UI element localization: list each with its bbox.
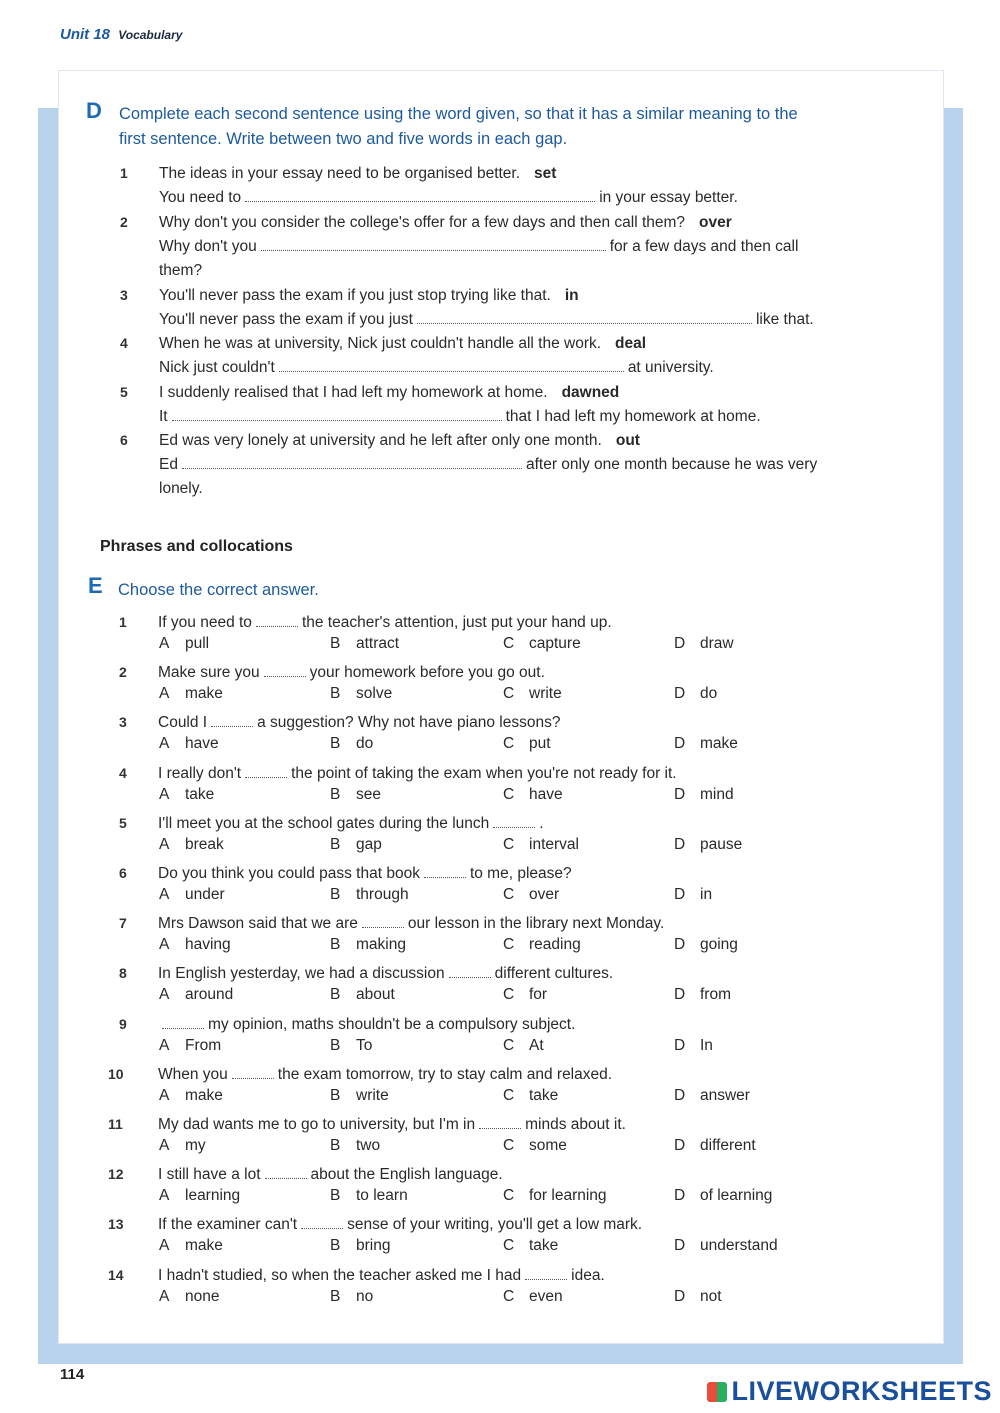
- answer-option-b[interactable]: [330, 635, 399, 653]
- original-sentence: I suddenly realised that I had left my homework at home.: [159, 384, 548, 401]
- question-stem: [158, 962, 878, 986]
- answer-option-c[interactable]: [503, 1288, 563, 1306]
- key-word: dawned: [561, 384, 620, 401]
- stem-before: I still have a lot: [158, 1166, 261, 1183]
- question-stem: [158, 711, 878, 735]
- option-text: two: [356, 1137, 381, 1154]
- option-text: not: [700, 1288, 722, 1305]
- option-letter: A: [159, 735, 170, 752]
- answer-option-a[interactable]: [159, 1187, 240, 1205]
- answer-option-c[interactable]: [503, 986, 547, 1004]
- answer-option-c[interactable]: [503, 786, 563, 804]
- question-number: 10: [108, 1066, 124, 1082]
- option-text: having: [185, 936, 231, 953]
- section-e-instruction: Choose the correct answer.: [118, 581, 319, 599]
- option-letter: A: [159, 886, 170, 903]
- answer-option-b[interactable]: [330, 786, 381, 804]
- sentence-lead: Ed: [159, 456, 178, 473]
- answer-option-b[interactable]: [330, 1037, 372, 1055]
- option-letter: C: [503, 685, 515, 702]
- sentence-tail: like that.: [755, 311, 814, 328]
- stem-before: My dad wants me to go to university, but I'm in: [158, 1116, 476, 1133]
- option-text: to learn: [356, 1187, 408, 1204]
- option-text: answer: [700, 1087, 750, 1104]
- answer-option-a[interactable]: [159, 1037, 221, 1055]
- question-number: 9: [119, 1016, 127, 1032]
- answer-gap: [162, 1016, 204, 1029]
- key-word: over: [699, 214, 732, 231]
- sentence-lead: You'll never pass the exam if you just: [159, 311, 413, 328]
- stem-after: idea.: [571, 1267, 605, 1284]
- option-letter: C: [503, 1187, 515, 1204]
- option-text: from: [700, 986, 731, 1003]
- question-number: 5: [119, 815, 127, 831]
- stem-after: your homework before you go out.: [309, 664, 545, 681]
- option-letter: A: [159, 1087, 170, 1104]
- question-number: 8: [119, 965, 127, 981]
- answer-option-c[interactable]: [503, 1037, 544, 1055]
- key-word: in: [564, 287, 579, 304]
- option-letter: C: [503, 986, 515, 1003]
- option-letter: D: [674, 986, 686, 1003]
- option-text: do: [700, 685, 718, 702]
- answer-option-d[interactable]: [674, 1237, 778, 1255]
- sentence-lead: It: [159, 408, 168, 425]
- option-letter: D: [674, 1137, 686, 1154]
- question-stem: [158, 1063, 878, 1087]
- original-sentence: The ideas in your essay need to be organised better.: [159, 165, 521, 182]
- answer-gap: [301, 1216, 343, 1229]
- option-text: draw: [700, 635, 734, 652]
- option-text: do: [356, 735, 374, 752]
- option-text: of learning: [700, 1187, 773, 1204]
- question-number: 6: [120, 432, 128, 448]
- option-letter: B: [330, 886, 341, 903]
- question-stem: [158, 762, 878, 786]
- question-number: 4: [119, 765, 127, 781]
- option-text: make: [185, 1087, 223, 1104]
- option-letter: B: [330, 735, 341, 752]
- sentence-tail: at university.: [627, 359, 714, 376]
- option-text: write: [356, 1087, 389, 1104]
- answer-option-a[interactable]: [159, 735, 219, 753]
- option-letter: C: [503, 1288, 515, 1305]
- answer-option-c[interactable]: [503, 836, 579, 854]
- answer-option-d[interactable]: [674, 1037, 713, 1055]
- option-letter: A: [159, 1288, 170, 1305]
- option-text: From: [185, 1037, 222, 1054]
- option-letter: C: [503, 936, 515, 953]
- sentence-tail: for a few days and then call: [609, 238, 799, 255]
- answer-option-c[interactable]: [503, 886, 559, 904]
- answer-option-d[interactable]: [674, 685, 717, 703]
- key-word: deal: [615, 335, 647, 352]
- answer-option-d[interactable]: [674, 836, 742, 854]
- option-text: To: [356, 1037, 373, 1054]
- key-word: out: [615, 432, 640, 449]
- sentence-lead: You need to: [159, 189, 242, 206]
- answer-option-d[interactable]: [674, 1137, 756, 1155]
- answer-option-b[interactable]: [330, 735, 373, 753]
- stem-before: If the examiner can't: [158, 1216, 298, 1233]
- answer-option-b[interactable]: [330, 1288, 373, 1306]
- transformation-item: [159, 284, 879, 332]
- option-text: for learning: [529, 1187, 607, 1204]
- transformation-item: [159, 381, 879, 429]
- stem-before: In English yesterday, we had a discussion: [158, 965, 445, 982]
- stem-after: sense of your writing, you'll get a low mark.: [347, 1216, 643, 1233]
- option-letter: C: [503, 1237, 515, 1254]
- option-letter: B: [330, 1087, 341, 1104]
- option-text: my: [185, 1137, 206, 1154]
- option-letter: C: [503, 1137, 515, 1154]
- option-text: pull: [185, 635, 210, 652]
- question-stem: [158, 862, 878, 886]
- option-text: even: [529, 1288, 563, 1305]
- answer-option-c[interactable]: [503, 1087, 558, 1105]
- sentence-continuation: lonely.: [159, 480, 203, 497]
- option-text: have: [185, 735, 219, 752]
- answer-option-a[interactable]: [159, 1288, 219, 1306]
- answer-option-a[interactable]: [159, 786, 214, 804]
- answer-option-b[interactable]: [330, 1237, 390, 1255]
- answer-option-c[interactable]: [503, 936, 581, 954]
- unit-title: Unit 18: [60, 26, 111, 43]
- section-title: Vocabulary: [118, 28, 183, 42]
- answer-gap: [256, 614, 298, 627]
- section-e-letter: E: [88, 573, 103, 598]
- question-number: 14: [108, 1267, 124, 1283]
- option-letter: D: [674, 635, 686, 652]
- option-letter: B: [330, 986, 341, 1003]
- original-sentence: Why don't you consider the college's offer for a few days and then call them?: [159, 214, 686, 231]
- option-text: through: [356, 886, 409, 903]
- answer-gap: [449, 965, 491, 978]
- answer-option-d[interactable]: [674, 635, 734, 653]
- instruction-line: first sentence. Write between two and five words in each gap.: [119, 130, 568, 148]
- answer-option-c[interactable]: [503, 735, 551, 753]
- stem-after: minds about it.: [525, 1116, 626, 1133]
- option-letter: A: [159, 1037, 170, 1054]
- sentence-lead: Nick just couldn't: [159, 359, 275, 376]
- watermark-logo: [707, 1376, 992, 1407]
- option-letter: A: [159, 1187, 170, 1204]
- answer-option-b[interactable]: [330, 1137, 380, 1155]
- option-text: see: [356, 786, 381, 803]
- sentence-lead: Why don't you: [159, 238, 257, 255]
- stem-after: .: [539, 815, 544, 832]
- option-text: take: [529, 1087, 559, 1104]
- option-letter: A: [159, 786, 170, 803]
- stem-before: When you: [158, 1066, 228, 1083]
- original-sentence: You'll never pass the exam if you just stop trying like that.: [159, 287, 551, 304]
- option-letter: A: [159, 936, 170, 953]
- answer-gap: [362, 915, 404, 928]
- answer-option-a[interactable]: [159, 685, 223, 703]
- question-number: 6: [119, 865, 127, 881]
- option-text: make: [700, 735, 738, 752]
- question-number: 11: [108, 1116, 123, 1132]
- liveworksheets-icon: [707, 1382, 727, 1402]
- option-letter: A: [159, 635, 170, 652]
- answer-gap: [211, 714, 253, 727]
- question-stem: [158, 661, 878, 685]
- option-letter: A: [159, 1237, 170, 1254]
- option-text: solve: [356, 685, 393, 702]
- option-text: write: [529, 685, 562, 702]
- question-number: 5: [120, 384, 128, 400]
- answer-option-d[interactable]: [674, 1087, 750, 1105]
- answer-gap: [525, 1267, 567, 1280]
- question-number: 7: [119, 915, 127, 931]
- answer-option-c[interactable]: [503, 1237, 558, 1255]
- question-stem: [158, 1264, 878, 1288]
- sentence-tail: after only one month because he was very: [525, 456, 818, 473]
- question-stem: [158, 1113, 878, 1137]
- option-letter: B: [330, 786, 341, 803]
- option-text: no: [356, 1288, 374, 1305]
- option-text: learning: [185, 1187, 241, 1204]
- option-letter: B: [330, 936, 341, 953]
- transformation-item: [159, 332, 879, 380]
- question-number: 12: [108, 1166, 124, 1182]
- stem-before: Do you think you could pass that book: [158, 865, 420, 882]
- option-letter: A: [159, 986, 170, 1003]
- option-text: interval: [529, 836, 579, 853]
- option-letter: D: [674, 685, 686, 702]
- option-text: under: [185, 886, 225, 903]
- option-text: At: [529, 1037, 544, 1054]
- option-letter: B: [330, 1187, 341, 1204]
- option-text: reading: [529, 936, 581, 953]
- option-text: break: [185, 836, 224, 853]
- key-word: set: [534, 165, 557, 182]
- answer-gap: [479, 1116, 521, 1129]
- answer-gap[interactable]: [417, 311, 752, 324]
- option-text: understand: [700, 1237, 778, 1254]
- stem-after: our lesson in the library next Monday.: [407, 915, 665, 932]
- stem-before: If you need to: [158, 614, 252, 631]
- option-letter: C: [503, 1037, 515, 1054]
- option-letter: D: [674, 1237, 686, 1254]
- option-letter: D: [674, 836, 686, 853]
- answer-gap[interactable]: [279, 359, 624, 372]
- stem-after: different cultures.: [494, 965, 614, 982]
- answer-option-c[interactable]: [503, 1187, 607, 1205]
- answer-option-c[interactable]: [503, 1137, 567, 1155]
- sentence-tail: that I had left my homework at home.: [505, 408, 761, 425]
- answer-option-a[interactable]: [159, 1087, 223, 1105]
- unit-header: [60, 26, 182, 43]
- option-letter: A: [159, 685, 170, 702]
- answer-gap: [424, 865, 466, 878]
- option-text: attract: [356, 635, 400, 652]
- stem-before: Could I: [158, 714, 208, 731]
- option-letter: B: [330, 1288, 341, 1305]
- answer-option-d[interactable]: [674, 986, 731, 1004]
- stem-after: about the English language.: [310, 1166, 503, 1183]
- answer-option-b[interactable]: [330, 1087, 389, 1105]
- sentence-continuation: them?: [159, 262, 203, 279]
- answer-gap: [232, 1066, 274, 1079]
- section-d-instruction: [119, 102, 798, 152]
- answer-option-a[interactable]: [159, 1137, 206, 1155]
- question-number: 2: [119, 664, 127, 680]
- answer-option-a[interactable]: [159, 936, 231, 954]
- answer-gap: [493, 815, 535, 828]
- option-letter: B: [330, 1237, 341, 1254]
- option-letter: B: [330, 1137, 341, 1154]
- answer-option-a[interactable]: [159, 1237, 223, 1255]
- option-letter: D: [674, 786, 686, 803]
- option-letter: C: [503, 1087, 515, 1104]
- option-text: going: [700, 936, 738, 953]
- option-letter: D: [674, 1037, 686, 1054]
- answer-option-b[interactable]: [330, 986, 395, 1004]
- option-letter: D: [674, 1288, 686, 1305]
- sentence-tail: in your essay better.: [599, 189, 738, 206]
- original-sentence: When he was at university, Nick just couldn't handle all the work.: [159, 335, 602, 352]
- stem-before: I really don't: [158, 765, 242, 782]
- option-text: make: [185, 685, 223, 702]
- answer-option-c[interactable]: [503, 635, 581, 653]
- answer-gap[interactable]: [182, 456, 522, 469]
- answer-option-d[interactable]: [674, 936, 738, 954]
- stem-after: the point of taking the exam when you're not ready for it.: [291, 765, 677, 782]
- answer-option-d[interactable]: [674, 1288, 722, 1306]
- answer-gap: [265, 1166, 307, 1179]
- stem-after: to me, please?: [469, 865, 572, 882]
- question-stem: [158, 1213, 878, 1237]
- question-number: 3: [120, 287, 128, 303]
- answer-option-b[interactable]: [330, 1187, 408, 1205]
- answer-option-a[interactable]: [159, 986, 233, 1004]
- stem-after: the exam tomorrow, try to stay calm and relaxed.: [277, 1066, 613, 1083]
- answer-option-d[interactable]: [674, 735, 738, 753]
- option-text: some: [529, 1137, 567, 1154]
- transformation-item: [159, 429, 879, 501]
- answer-option-c[interactable]: [503, 685, 562, 703]
- option-text: making: [356, 936, 406, 953]
- option-text: make: [185, 1237, 223, 1254]
- answer-option-b[interactable]: [330, 886, 409, 904]
- option-letter: B: [330, 685, 341, 702]
- option-letter: B: [330, 1037, 341, 1054]
- stem-after: a suggestion? Why not have piano lessons?: [257, 714, 561, 731]
- original-sentence: Ed was very lonely at university and he left after only one month.: [159, 432, 602, 449]
- answer-gap[interactable]: [245, 189, 595, 202]
- option-letter: C: [503, 886, 515, 903]
- question-stem: [158, 611, 878, 635]
- option-text: take: [185, 786, 215, 803]
- option-text: bring: [356, 1237, 391, 1254]
- option-letter: A: [159, 836, 170, 853]
- option-text: over: [529, 886, 560, 903]
- answer-gap[interactable]: [172, 408, 502, 421]
- option-text: different: [700, 1137, 756, 1154]
- instruction-line: Complete each second sentence using the word given, so that it has a similar meaning to the: [119, 105, 798, 123]
- answer-option-b[interactable]: [330, 936, 406, 954]
- option-text: In: [700, 1037, 713, 1054]
- answer-option-b[interactable]: [330, 836, 382, 854]
- option-text: mind: [700, 786, 734, 803]
- transformation-item: [159, 211, 879, 283]
- option-letter: C: [503, 635, 515, 652]
- stem-before: Mrs Dawson said that we are: [158, 915, 358, 932]
- option-letter: A: [159, 1137, 170, 1154]
- option-letter: C: [503, 735, 515, 752]
- option-letter: D: [674, 936, 686, 953]
- option-letter: C: [503, 836, 515, 853]
- option-text: take: [529, 1237, 559, 1254]
- question-stem: [158, 1163, 878, 1187]
- option-text: have: [529, 786, 563, 803]
- answer-option-b[interactable]: [330, 685, 392, 703]
- page-number: 114: [60, 1366, 85, 1383]
- question-stem: [158, 812, 878, 836]
- answer-option-d[interactable]: [674, 1187, 772, 1205]
- answer-option-a[interactable]: [159, 635, 209, 653]
- option-text: put: [529, 735, 551, 752]
- answer-option-a[interactable]: [159, 836, 224, 854]
- stem-before: I'll meet you at the school gates during the lunch: [158, 815, 490, 832]
- answer-gap: [245, 765, 287, 778]
- answer-gap[interactable]: [261, 238, 606, 251]
- option-letter: B: [330, 635, 341, 652]
- subheading: Phrases and collocations: [100, 538, 293, 555]
- option-text: pause: [700, 836, 743, 853]
- question-stem: [158, 912, 878, 936]
- question-stem: [158, 1013, 878, 1037]
- transformation-item: [159, 162, 879, 210]
- option-text: capture: [529, 635, 581, 652]
- option-text: in: [700, 886, 713, 903]
- option-text: about: [356, 986, 395, 1003]
- question-number: 3: [119, 714, 127, 730]
- watermark-text: LIVEWORKSHEETS: [731, 1376, 992, 1406]
- stem-before: Make sure you: [158, 664, 260, 681]
- option-letter: D: [674, 886, 686, 903]
- stem-after: my opinion, maths shouldn't be a compulsory subject.: [208, 1016, 576, 1033]
- answer-gap: [264, 664, 306, 677]
- option-letter: C: [503, 786, 515, 803]
- option-letter: D: [674, 735, 686, 752]
- option-text: none: [185, 1288, 220, 1305]
- question-number: 1: [119, 614, 127, 630]
- question-number: 4: [120, 335, 128, 351]
- question-number: 13: [108, 1216, 124, 1232]
- stem-before: I hadn't studied, so when the teacher asked me I had: [158, 1267, 522, 1284]
- section-d-letter: D: [86, 98, 102, 123]
- answer-option-d[interactable]: [674, 786, 734, 804]
- option-text: gap: [356, 836, 382, 853]
- stem-after: the teacher's attention, just put your hand up.: [301, 614, 612, 631]
- option-letter: D: [674, 1187, 686, 1204]
- answer-option-a[interactable]: [159, 886, 225, 904]
- option-letter: D: [674, 1087, 686, 1104]
- option-text: around: [185, 986, 234, 1003]
- option-text: for: [529, 986, 548, 1003]
- question-number: 1: [120, 165, 128, 181]
- answer-option-d[interactable]: [674, 886, 712, 904]
- option-letter: B: [330, 836, 341, 853]
- question-number: 2: [120, 214, 128, 230]
